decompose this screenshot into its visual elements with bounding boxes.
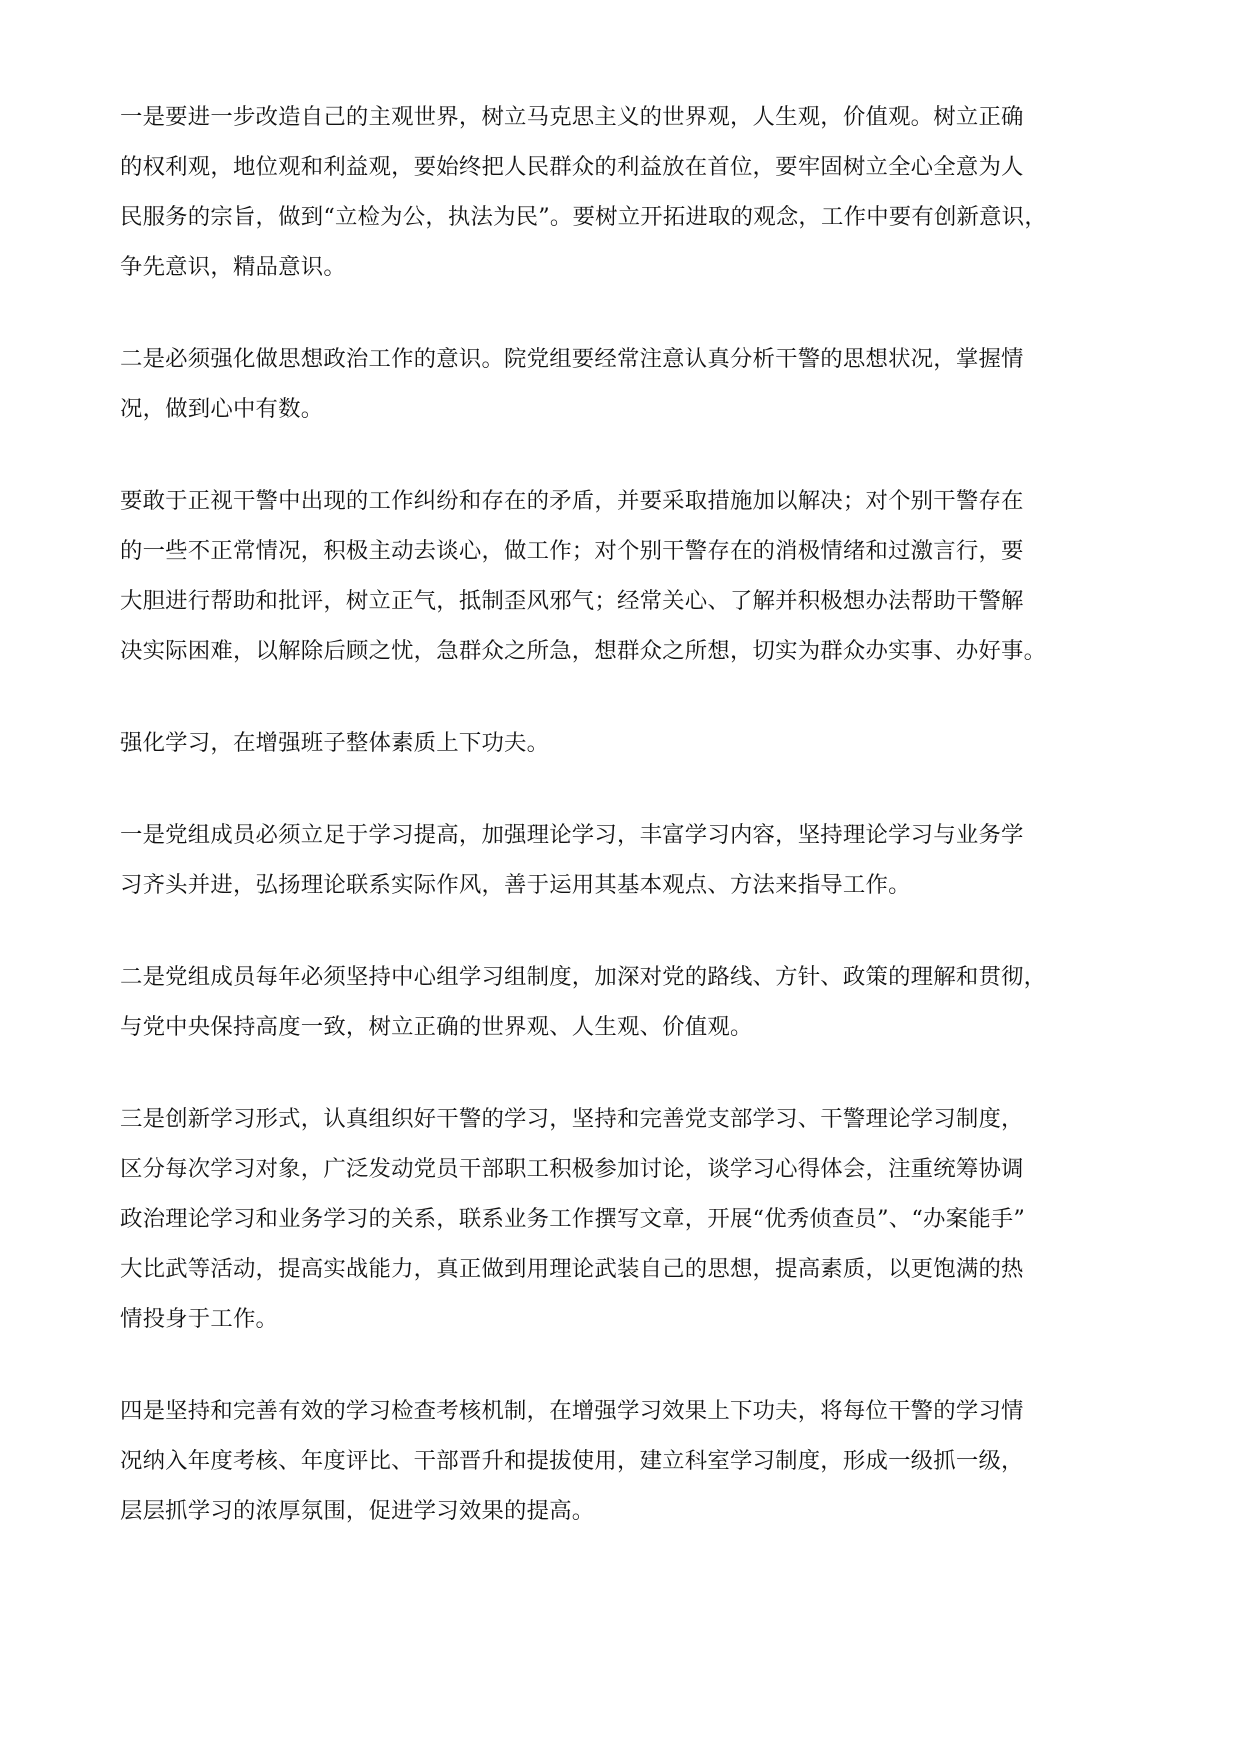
paragraph <box>120 476 1120 676</box>
paragraph <box>120 718 1120 768</box>
text-line: 四是坚持和完善有效的学习检查考核机制，在增强学习效果上下功夫，将每位干警的学习情 <box>120 1398 1024 1424</box>
text-line: 情投身于工作。 <box>120 1306 279 1332</box>
text-line: 二是党组成员每年必须坚持中心组学习组制度，加深对党的路线、方针、政策的理解和贯彻， <box>120 964 1047 990</box>
text-line: 一是要进一步改造自己的主观世界，树立马克思主义的世界观，人生观，价值观。树立正确 <box>120 104 1024 130</box>
text-line: 争先意识，精品意识。 <box>120 254 346 280</box>
text-line: 层层抓学习的浓厚氛围，促进学习效果的提高。 <box>120 1498 595 1524</box>
text-line: 的一些不正常情况，积极主动去谈心，做工作；对个别干警存在的消极情绪和过激言行，要 <box>120 538 1024 564</box>
text-line: 大比武等活动，提高实战能力，真正做到用理论武装自己的思想，提高素质，以更饱满的热 <box>120 1256 1024 1282</box>
text-line: 二是必须强化做思想政治工作的意识。院党组要经常注意认真分析干警的思想状况，掌握情 <box>120 346 1024 372</box>
text-line: 与党中央保持高度一致，树立正确的世界观、人生观、价值观。 <box>120 1014 753 1040</box>
text-line: 习齐头并进，弘扬理论联系实际作风，善于运用其基本观点、方法来指导工作。 <box>120 872 911 898</box>
text-line: 政治理论学习和业务学习的关系，联系业务工作撰写文章，开展“优秀侦查员”、“办案能手” <box>120 1206 1026 1232</box>
text-line: 况纳入年度考核、年度评比、干部晋升和提拔使用，建立科室学习制度，形成一级抓一级， <box>120 1448 1024 1474</box>
paragraph <box>120 92 1120 292</box>
text-line: 的权利观，地位观和利益观，要始终把人民群众的利益放在首位，要牢固树立全心全意为人 <box>120 154 1024 180</box>
text-line: 强化学习，在增强班子整体素质上下功夫。 <box>120 730 550 756</box>
text-line: 一是党组成员必须立足于学习提高，加强理论学习，丰富学习内容，坚持理论学习与业务学 <box>120 822 1024 848</box>
paragraph <box>120 334 1120 434</box>
text-line: 民服务的宗旨，做到“立检为公，执法为民”。要树立开拓进取的观念，工作中要有创新意识， <box>120 204 1047 230</box>
text-line: 决实际困难，以解除后顾之忧，急群众之所急，想群众之所想，切实为群众办实事、办好事。 <box>120 638 1047 664</box>
text-line: 大胆进行帮助和批评，树立正气，抵制歪风邪气；经常关心、了解并积极想办法帮助干警解 <box>120 588 1024 614</box>
paragraph <box>120 1094 1120 1344</box>
text-line: 三是创新学习形式，认真组织好干警的学习，坚持和完善党支部学习、干警理论学习制度， <box>120 1106 1024 1132</box>
paragraph <box>120 952 1120 1052</box>
text-line: 区分每次学习对象，广泛发动党员干部职工积极参加讨论，谈学习心得体会，注重统筹协调 <box>120 1156 1024 1182</box>
paragraph <box>120 810 1120 910</box>
paragraph <box>120 1386 1120 1536</box>
text-line: 要敢于正视干警中出现的工作纠纷和存在的矛盾，并要采取措施加以解决；对个别干警存在 <box>120 488 1024 514</box>
document-body <box>120 92 1120 1578</box>
text-line: 况，做到心中有数。 <box>120 396 324 422</box>
